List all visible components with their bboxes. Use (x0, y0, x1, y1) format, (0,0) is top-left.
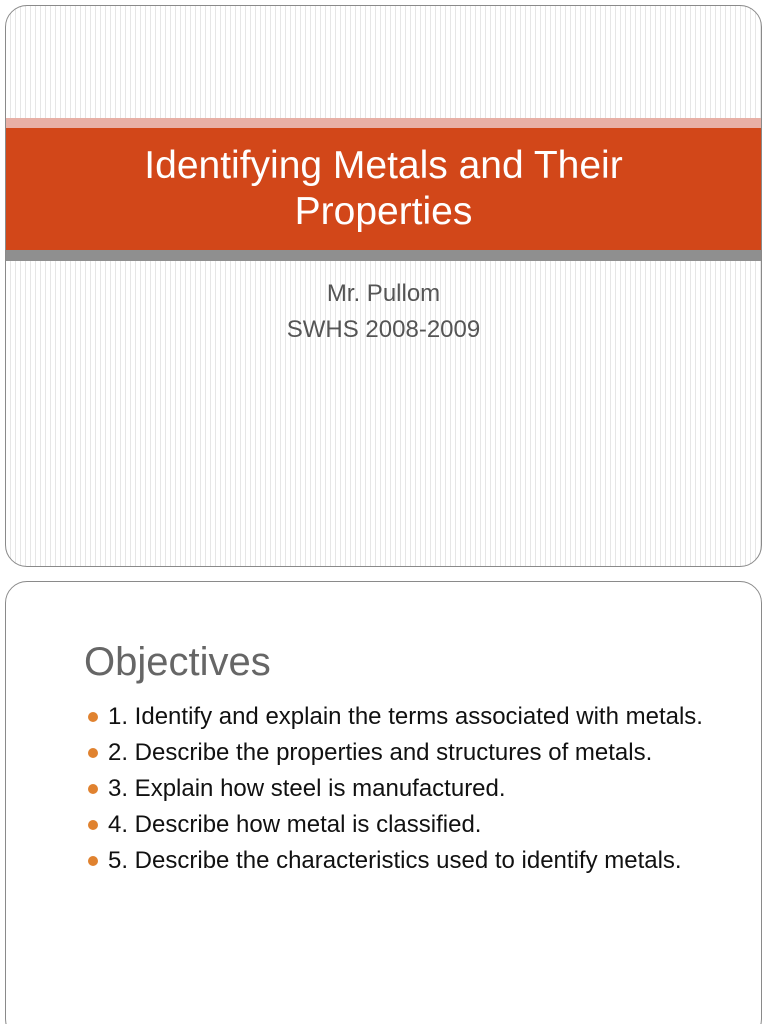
objective-item-5 (86, 844, 726, 878)
bullet-icon (88, 784, 98, 794)
objective-text: 4. Describe how metal is classified. (108, 811, 482, 838)
bullet-icon (88, 820, 98, 830)
title-band-bottom-stripe (6, 250, 761, 261)
school-year: SWHS 2008-2009 (286, 316, 481, 343)
objective-text: 5. Describe the characteristics used to identify metals. (108, 847, 682, 874)
objective-item-2 (86, 736, 726, 770)
objectives-slide (5, 581, 762, 1024)
title-slide (5, 5, 762, 567)
objective-item-3 (86, 772, 726, 806)
bullet-icon (88, 748, 98, 758)
objectives-list (86, 700, 726, 880)
title-band-top-stripe (6, 118, 761, 128)
bullet-icon (88, 712, 98, 722)
slide-title: Identifying Metals and Their Properties (144, 144, 623, 233)
objective-text: 3. Explain how steel is manufactured. (108, 775, 506, 802)
title-band (6, 128, 761, 250)
objectives-heading: Objectives (84, 640, 271, 684)
objective-item-1 (86, 700, 726, 734)
objective-text: 2. Describe the properties and structures of metals. (108, 739, 653, 766)
author-name: Mr. Pullom (326, 280, 441, 307)
objective-item-4 (86, 808, 726, 842)
bullet-icon (88, 856, 98, 866)
slide-subtitle (6, 276, 761, 348)
objective-text: 1. Identify and explain the terms associated with metals. (108, 703, 703, 730)
